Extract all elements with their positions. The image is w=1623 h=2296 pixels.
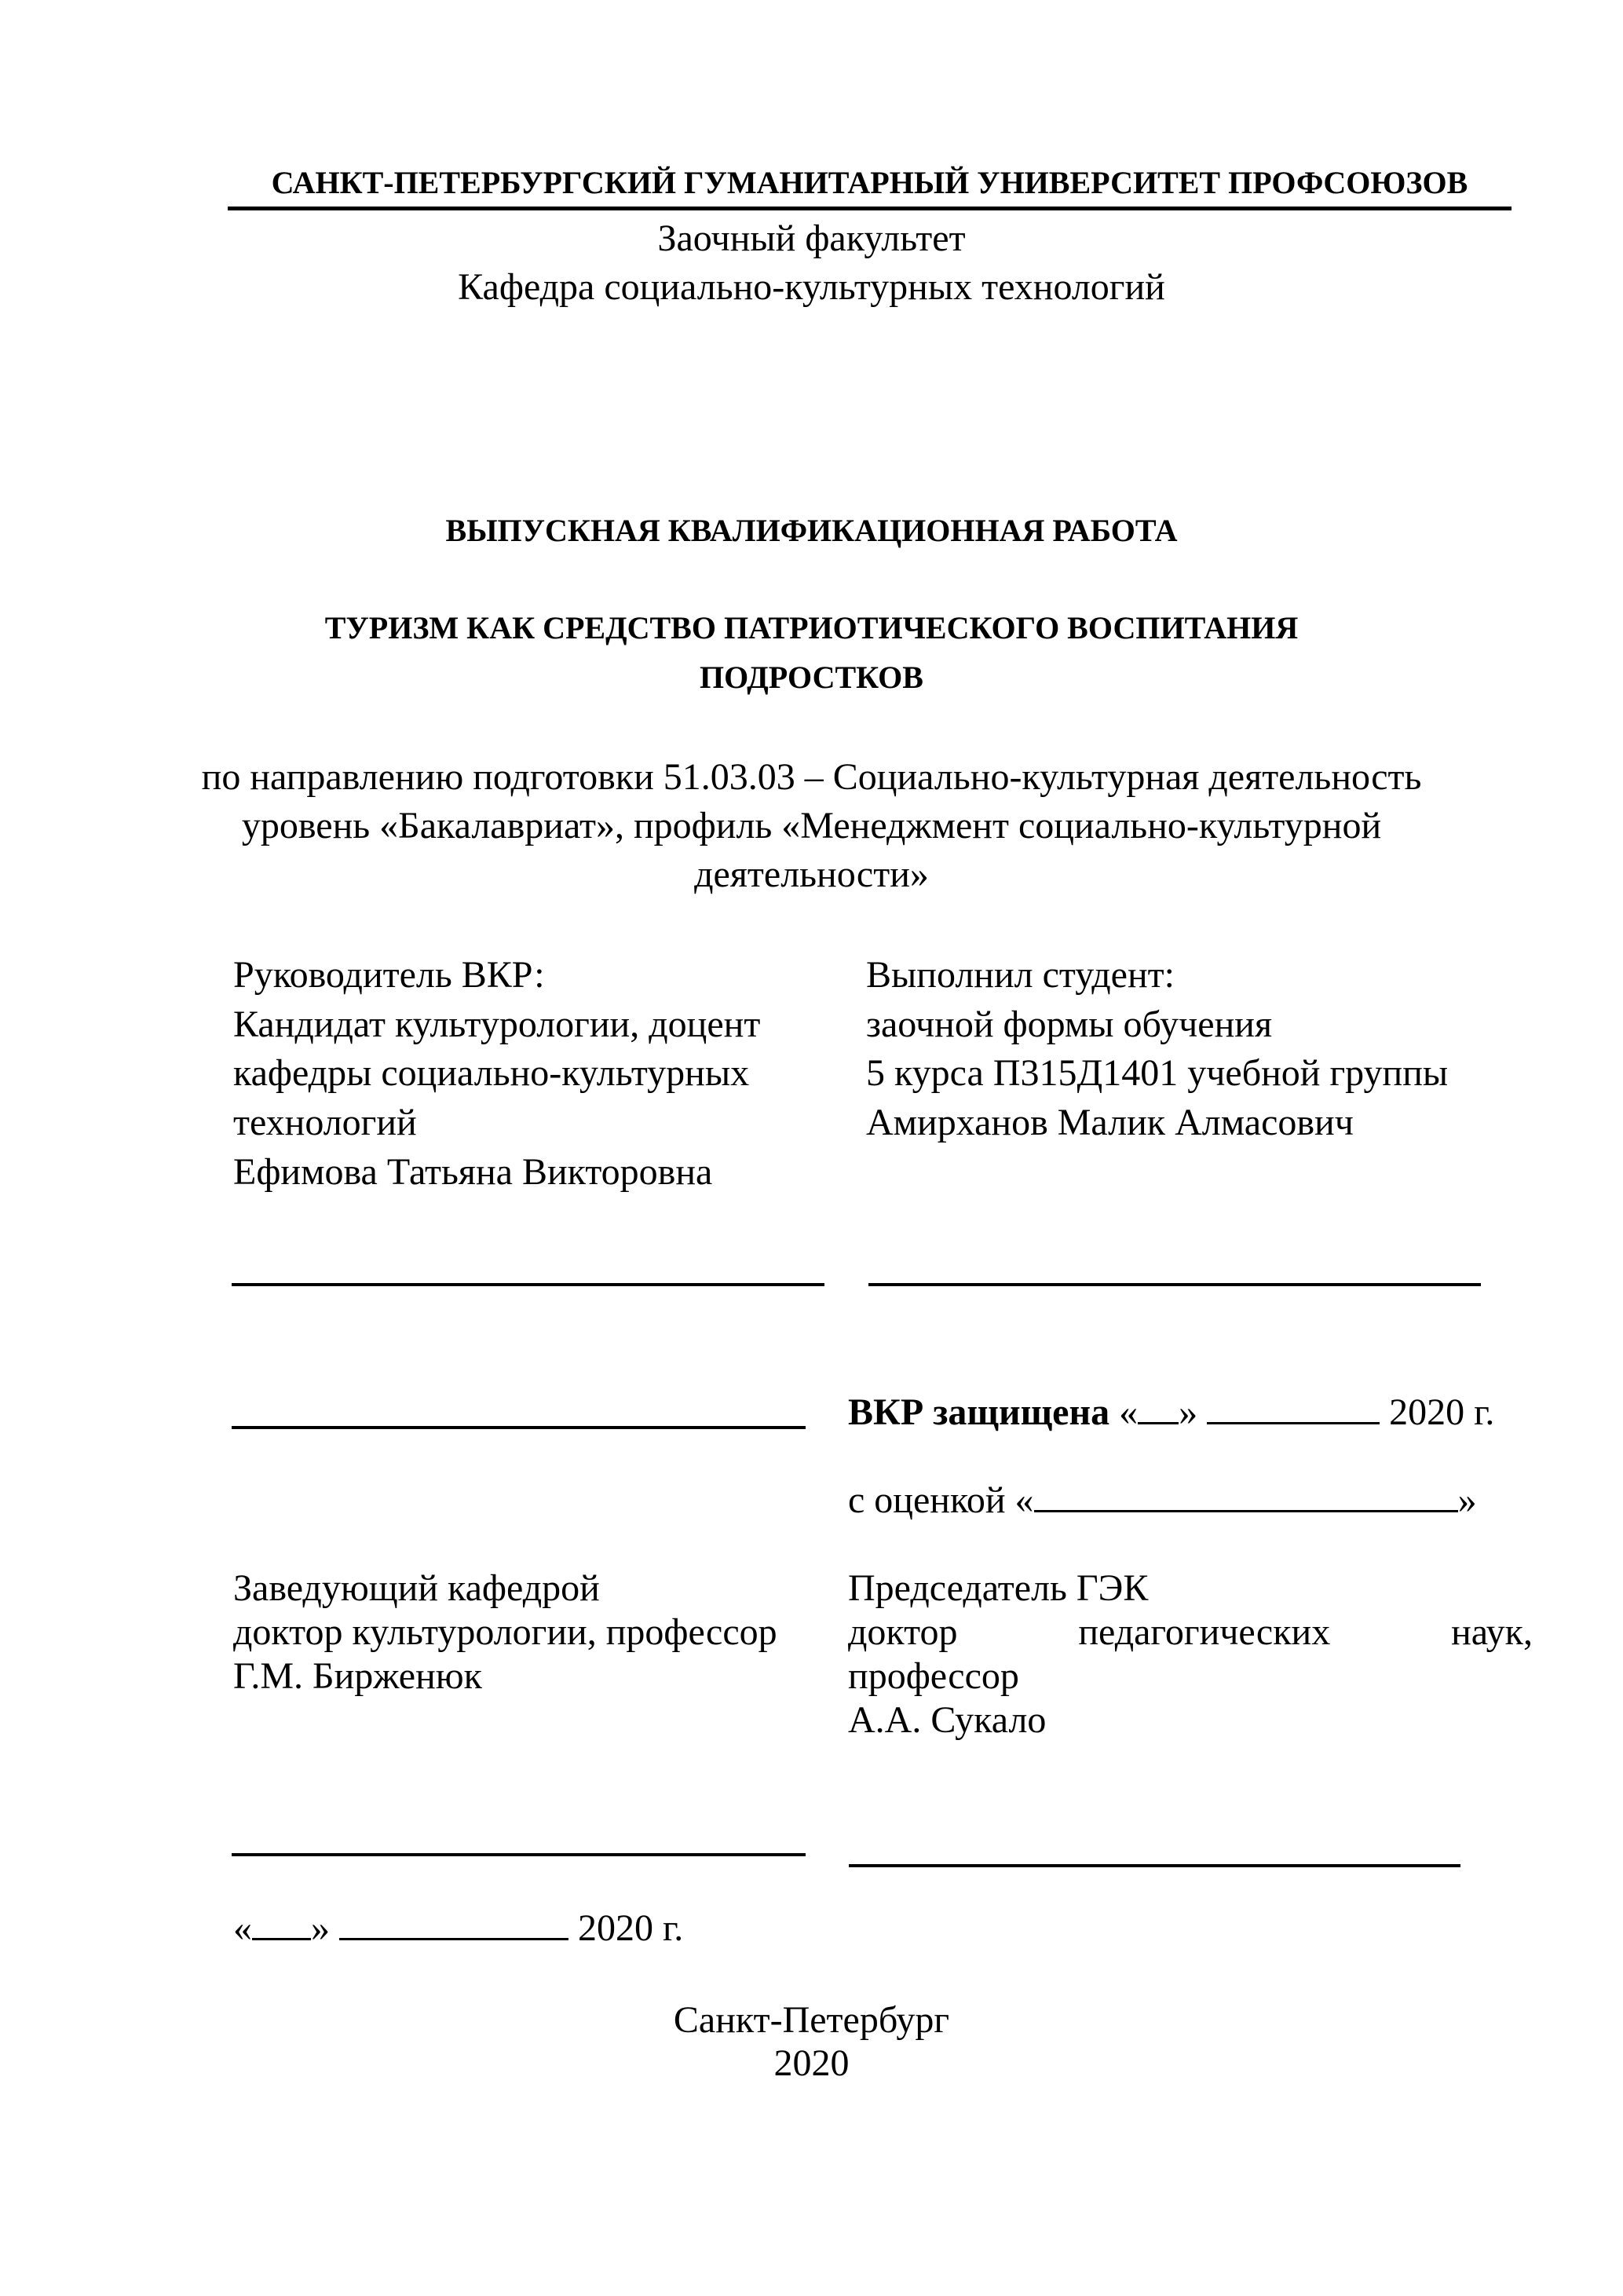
thesis-topic-line-1: ТУРИЗМ КАК СРЕДСТВО ПАТРИОТИЧЕСКОГО ВОСПИТАНИЯ xyxy=(324,610,1299,645)
student-group: 5 курса П315Д1401 учебной группы xyxy=(866,1052,1449,1094)
footer-year: 2020 xyxy=(773,2042,850,2084)
chairman-title-word: наук, xyxy=(1451,1611,1533,1653)
student-study-form: заочной формы обучения xyxy=(866,1004,1273,1045)
supervisor-department-cont: технологий xyxy=(233,1102,417,1143)
approval-year: 2020 г. xyxy=(578,1907,684,1950)
direction-line-2: уровень «Бакалавриат», профиль «Менеджмент социально-культурной xyxy=(241,805,1382,846)
grade-blank xyxy=(1034,1476,1458,1512)
supervisor-name: Ефимова Татьяна Викторовна xyxy=(233,1151,713,1193)
defense-day-blank xyxy=(1138,1388,1179,1424)
supervisor-signature-line xyxy=(232,1283,824,1286)
approval-month-blank xyxy=(339,1904,568,1940)
defense-date-open: « xyxy=(1109,1391,1139,1434)
direction-line-3: деятельности» xyxy=(694,854,929,895)
approval-date xyxy=(233,1904,683,1952)
approval-date-close: » xyxy=(311,1907,330,1950)
thesis-topic-line-2: ПОДРОСТКОВ xyxy=(700,660,923,695)
chairman-name: А.А. Сукало xyxy=(848,1699,1047,1741)
approval-day-blank xyxy=(252,1904,311,1940)
department-name: Кафедра социально-культурных технологий xyxy=(458,266,1165,308)
student-label: Выполнил студент: xyxy=(866,954,1175,996)
head-of-department-title: доктор культурологии, профессор xyxy=(233,1611,777,1653)
chairman-signature-line xyxy=(849,1864,1460,1867)
defense-date-close: » xyxy=(1179,1391,1198,1434)
grade-close: » xyxy=(1457,1479,1477,1522)
supervisor-department: кафедры социально-культурных xyxy=(233,1052,750,1094)
chairman-title-word: доктор xyxy=(848,1611,958,1653)
header-rule xyxy=(228,207,1512,210)
university-name: САНКТ-ПЕТЕРБУРГСКИЙ ГУМАНИТАРНЫЙ УНИВЕРСИТЕТ ПРОФСОЮЗОВ xyxy=(271,165,1468,200)
head-of-department-name: Г.М. Бирженюк xyxy=(233,1655,482,1697)
grade-statement xyxy=(848,1476,1477,1524)
head-of-department-label: Заведующий кафедрой xyxy=(233,1567,600,1609)
supervisor-label: Руководитель ВКР: xyxy=(233,954,545,996)
chairman-title xyxy=(848,1610,1533,1654)
footer-city: Санкт-Петербург xyxy=(673,1999,950,2041)
grade-label: с оценкой « xyxy=(848,1479,1034,1522)
chairman-title-cont: профессор xyxy=(848,1655,1019,1697)
supervisor-degree: Кандидат культурологии, доцент xyxy=(233,1004,761,1045)
chairman-title-word: педагогических xyxy=(1078,1611,1331,1653)
faculty-name: Заочный факультет xyxy=(657,218,966,259)
defense-label: ВКР защищена xyxy=(848,1391,1110,1434)
left-signature-line xyxy=(232,1426,806,1429)
chairman-label: Председатель ГЭК xyxy=(848,1567,1149,1609)
direction-line-1: по направлению подготовки 51.03.03 – Социально-культурная деятельность xyxy=(201,756,1422,798)
student-signature-line xyxy=(868,1283,1481,1286)
defense-statement xyxy=(848,1388,1494,1436)
head-of-department-signature-line xyxy=(232,1853,806,1856)
work-type-heading: ВЫПУСКНАЯ КВАЛИФИКАЦИОННАЯ РАБОТА xyxy=(445,513,1178,548)
defense-month-blank xyxy=(1207,1388,1380,1424)
student-name: Амирханов Малик Алмасович xyxy=(866,1102,1354,1143)
approval-date-open: « xyxy=(233,1907,252,1950)
defense-year: 2020 г. xyxy=(1389,1391,1495,1434)
